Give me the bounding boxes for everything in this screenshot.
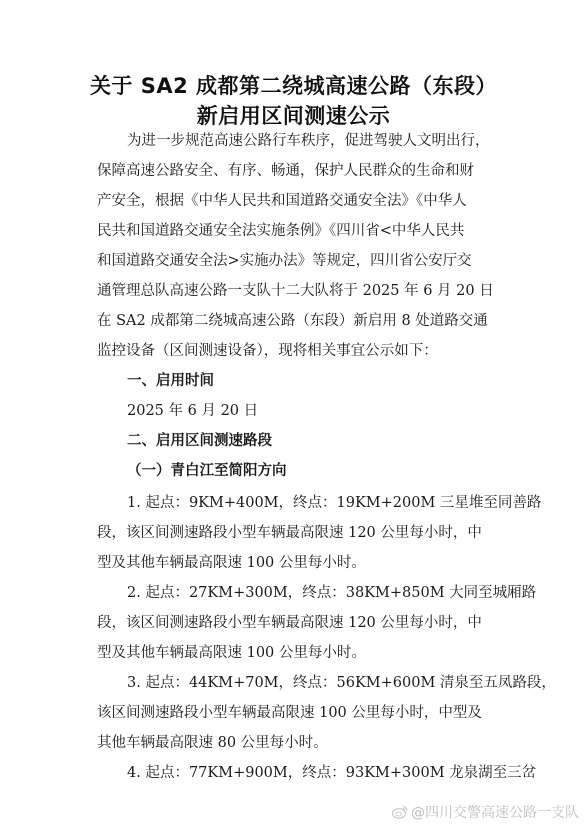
subsection-heading-direction: （一）青白江至简阳方向 — [127, 463, 287, 479]
body-line: 和国道路交通安全法>实施办法》等规定，四川省公安厅交 — [97, 253, 472, 269]
document-title-line-2: 新启用区间测速公示 — [196, 104, 391, 128]
segment-item-3-line: 该区间测速路段小型车辆最高限速 100 公里每小时，中型及 — [97, 705, 482, 721]
segment-item-1-line: 1. 起点：9KM+400M，终点：19KM+200M 三星堆至同善路 — [127, 495, 542, 511]
watermark-text: @四川交警高速公路一支队 — [411, 805, 579, 821]
weibo-watermark — [392, 802, 579, 822]
segment-item-2-line: 型及其他车辆最高限速 100 公里每小时。 — [97, 645, 366, 661]
segment-item-1-line: 型及其他车辆最高限速 100 公里每小时。 — [97, 555, 366, 571]
section-heading-start-time: 一、启用时间 — [127, 373, 214, 389]
body-line: 监控设备（区间测速设备），现将相关事宜公示如下： — [97, 343, 438, 359]
body-line: 通管理总队高速公路一支队十二大队将于 2025 年 6 月 20 日 — [97, 283, 494, 299]
segment-item-3-line: 其他车辆最高限速 80 公里每小时。 — [97, 735, 328, 751]
segment-item-2-line: 段，该区间测速路段小型车辆最高限速 120 公里每小时，中 — [97, 615, 482, 631]
document-title-line-1: 关于 SA2 成都第二绕城高速公路（东段） — [89, 74, 498, 98]
body-line: 在 SA2 成都第二绕城高速公路（东段）新启用 8 处道路交通 — [97, 313, 488, 329]
segment-item-1-line: 段，该区间测速路段小型车辆最高限速 120 公里每小时，中 — [97, 525, 482, 541]
segment-item-3-line: 3. 起点：44KM+70M，终点：56KM+600M 清泉至五凤路段， — [127, 675, 556, 691]
start-date: 2025 年 6 月 20 日 — [127, 403, 259, 419]
body-line: 民共和国道路交通安全法实施条例》《四川省<中华人民共 — [97, 223, 465, 239]
weibo-logo-icon — [392, 805, 408, 819]
segment-item-2-line: 2. 起点：27KM+300M，终点：38KM+850M 大同至城厢路 — [127, 585, 537, 601]
section-heading-segments: 二、启用区间测速路段 — [127, 433, 272, 449]
body-line: 为进一步规范高速公路行车秩序，促进驾驶人文明出行， — [127, 133, 490, 149]
body-line: 保障高速公路安全、有序、畅通，保护人民群众的生命和财 — [97, 163, 474, 179]
body-line: 产安全，根据《中华人民共和国道路交通安全法》《中华人 — [97, 193, 467, 209]
segment-item-4-line: 4. 起点：77KM+900M，终点：93KM+300M 龙泉湖至三岔 — [127, 765, 537, 781]
